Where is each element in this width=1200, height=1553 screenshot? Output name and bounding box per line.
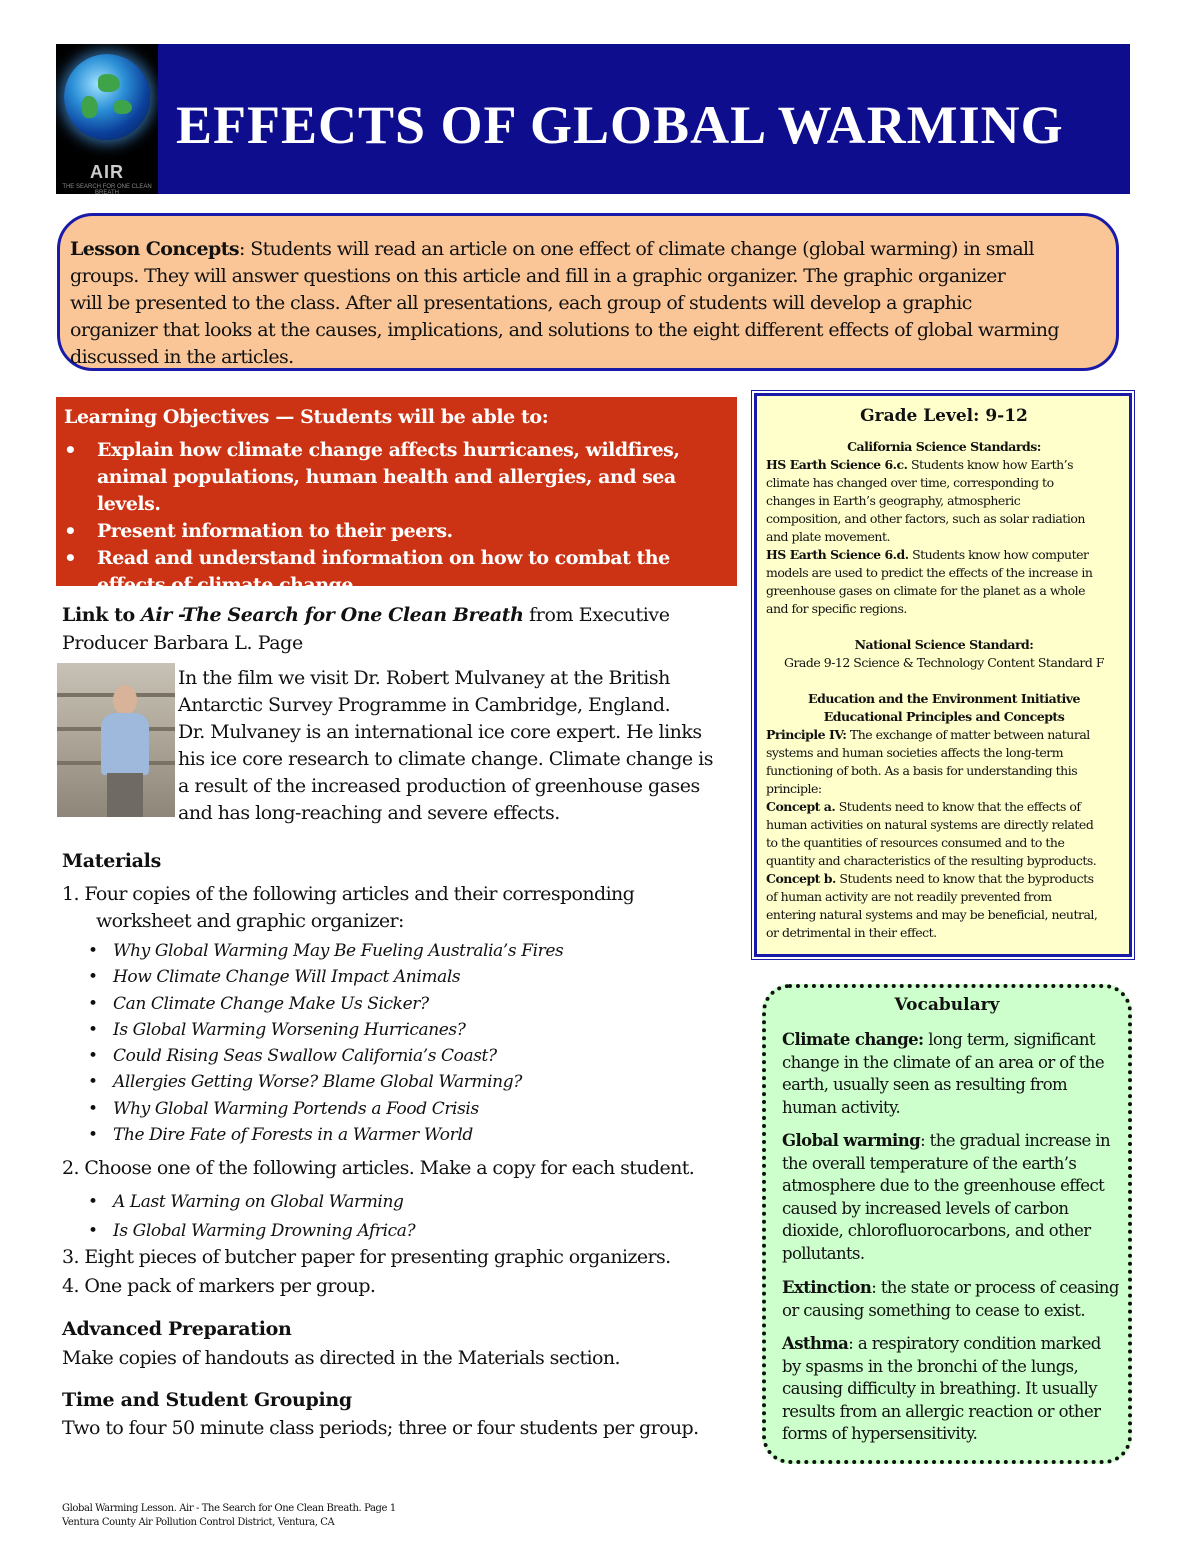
materials-item-4: 4. One pack of markers per group.: [62, 1275, 376, 1297]
header-banner: [56, 44, 1130, 194]
lesson-concepts-line: : Students will read an article on one effect of climate change (global warming) in small: [238, 238, 1035, 260]
principle-label: Principle IV:: [766, 727, 847, 742]
article-item: • How Climate Change Will Impact Animals: [88, 964, 563, 990]
vocab-line: pollutants.: [782, 1243, 865, 1263]
article-item: • Is Global Warming Drowning Africa?: [88, 1218, 415, 1244]
standards-line: quantity and characteristics of the resulting byproducts.: [766, 853, 1097, 868]
ca-standards-title: California Science Standards:: [847, 439, 1041, 454]
logo-subtext: THE SEARCH FOR ONE CLEAN BREATH: [62, 184, 152, 194]
lesson-concepts-line: will be presented to the class. After all presentations, each group of students will develop a graphic: [70, 292, 972, 314]
eei-subtitle: Educational Principles and Concepts: [823, 709, 1065, 724]
standards-line: Students need to know that the byproducts: [835, 871, 1094, 886]
vocab-entry-climate-change: [782, 1029, 1122, 1119]
standards-line: entering natural systems and may be beneficial, neutral,: [766, 907, 1098, 922]
materials-item-1: 1. Four copies of the following articles and their corresponding: [62, 883, 635, 905]
film-description: [178, 665, 738, 827]
standards-line: models are used to predict the effects of the increase in: [766, 565, 1093, 580]
article-item: • The Dire Fate of Forests in a Warmer World: [88, 1122, 563, 1148]
vocab-line: forms of hypersensitivity.: [782, 1424, 978, 1443]
vocab-term: Asthma: [782, 1334, 849, 1353]
link-prefix: Link to: [62, 604, 142, 626]
eei-title: Education and the Environment Initiative: [808, 691, 1080, 706]
film-title: Air -The Search for One Clean Breath: [141, 604, 524, 626]
film-text-line: a result of the increased production of greenhouse gases: [178, 775, 700, 797]
vocab-line: causing difficulty in breathing. It usually: [782, 1379, 1097, 1398]
concept-b-label: Concept b.: [766, 871, 836, 886]
materials-item-1-cont: worksheet and graphic organizer:: [96, 910, 404, 932]
film-text-line: his ice core research to climate change. Climate change is: [178, 748, 713, 770]
standards-line: and plate movement.: [766, 529, 890, 544]
producer-line: Producer Barbara L. Page: [62, 632, 303, 654]
article-item: • Is Global Warming Worsening Hurricanes?: [88, 1017, 563, 1043]
standards-line: The exchange of matter between natural: [846, 727, 1090, 742]
standards-line: and for specific regions.: [766, 601, 907, 616]
standards-line: Students know how computer: [908, 547, 1089, 562]
lesson-concepts-line: groups. They will answer questions on this article and fill in a graphic organizer. The graphic organizer: [70, 265, 1006, 287]
globe-icon: [64, 54, 150, 140]
vocab-term: Global warming: [782, 1131, 921, 1150]
article-item: • Why Global Warming May Be Fueling Australia’s Fires: [88, 938, 563, 964]
standards-line: or detrimental in their effect.: [766, 925, 937, 940]
materials-item-2: 2. Choose one of the following articles. Make a copy for each student.: [62, 1157, 695, 1179]
standards-line: greenhouse gases on climate for the planet as a whole: [766, 583, 1086, 598]
objective-item: • Present information to their peers.: [62, 518, 732, 545]
vocab-line: by spasms in the bronchi of the lungs,: [782, 1356, 1079, 1376]
vocab-entry-extinction: [782, 1277, 1122, 1322]
materials-item-3: 3. Eight pieces of butcher paper for presenting graphic organizers.: [62, 1246, 671, 1268]
film-text-line: In the film we visit Dr. Robert Mulvaney at the British: [178, 667, 670, 689]
standards-line: principle:: [766, 781, 822, 796]
hs6d-label: HS Earth Science 6.d.: [766, 547, 909, 562]
vocab-line: or causing something to cease to exist.: [782, 1300, 1085, 1320]
mulvaney-photo: [57, 663, 175, 817]
lesson-concepts-line: discussed in the articles.: [70, 346, 294, 368]
vocab-entry-global-warming: [782, 1130, 1122, 1265]
objectives-list: [62, 437, 732, 599]
objectives-title: Learning Objectives — Students will be able to:: [64, 406, 549, 428]
standards-line: of human activity are not readily prevented from: [766, 889, 1052, 904]
advanced-prep-text: Make copies of handouts as directed in the Materials section.: [62, 1347, 620, 1369]
vocab-term: Climate change:: [782, 1030, 924, 1049]
film-text-line: and has long-reaching and severe effects.: [178, 802, 560, 824]
articles-list-2: [88, 1189, 415, 1244]
vocab-line: change in the climate of an area or of the: [782, 1052, 1104, 1072]
standards-line: systems and human societies affects the long-term: [766, 745, 1064, 760]
grade-level: Grade Level: 9-12: [860, 406, 1028, 426]
logo-text: AIR: [90, 162, 124, 182]
standards-line: composition, and other factors, such as solar radiation: [766, 511, 1085, 526]
article-item: • A Last Warning on Global Warming: [88, 1189, 415, 1218]
film-text-line: Dr. Mulvaney is an international ice core expert. He links: [178, 721, 702, 743]
concept-a-label: Concept a.: [766, 799, 836, 814]
time-grouping-text: Two to four 50 minute class periods; three or four students per group.: [62, 1417, 699, 1439]
link-suffix: from Executive: [523, 604, 670, 626]
vocab-line: the overall temperature of the earth’s: [782, 1153, 1077, 1173]
page-title: EFFECTS OF GLOBAL WARMING: [176, 95, 1064, 155]
time-grouping-heading: Time and Student Grouping: [62, 1389, 352, 1411]
vocab-line: earth, usually seen as resulting from: [782, 1075, 1068, 1094]
learning-objectives-box: [56, 397, 737, 596]
standards-text: [766, 438, 1122, 942]
objective-item: • Read and understand information on how to combat the effects of climate change.: [62, 545, 707, 599]
vocabulary-title: Vocabulary: [894, 995, 1000, 1015]
vocab-entry-asthma: [782, 1333, 1122, 1446]
footer-line-1: Global Warming Lesson. Air - The Search for One Clean Breath. Page 1: [62, 1503, 396, 1514]
lesson-concepts-label: Lesson Concepts: [70, 238, 239, 260]
article-item: • Allergies Getting Worse? Blame Global Warming?: [88, 1069, 563, 1095]
national-standard-text: Grade 9-12 Science & Technology Content Standard F: [783, 655, 1105, 670]
vocab-line: human activity.: [782, 1097, 901, 1117]
standards-line: Students know how Earth’s: [907, 457, 1074, 472]
lesson-concepts-text: [70, 236, 1110, 371]
standards-line: functioning of both. As a basis for understanding this: [766, 763, 1078, 778]
article-item: • Can Climate Change Make Us Sicker?: [88, 991, 563, 1017]
materials-heading: Materials: [62, 850, 161, 872]
vocab-line: caused by increased levels of carbon: [782, 1198, 1069, 1218]
advanced-prep-heading: Advanced Preparation: [62, 1318, 292, 1340]
vocab-line: results from an allergic reaction or other: [782, 1401, 1101, 1421]
footer-line-2: Ventura County Air Pollution Control District, Ventura, CA: [62, 1517, 335, 1528]
standards-line: human activities on natural systems are directly related: [766, 817, 1094, 832]
air-logo: [56, 44, 158, 194]
objective-item: • Explain how climate change affects hurricanes, wildfires, animal populations, human health and allergies, and sea levels.: [62, 437, 697, 518]
article-item: • Why Global Warming Portends a Food Crisis: [88, 1096, 563, 1122]
hs6c-label: HS Earth Science 6.c.: [766, 457, 908, 472]
standards-line: to the quantities of resources consumed and to the: [766, 835, 1065, 850]
national-standard-title: National Science Standard:: [854, 637, 1034, 652]
standards-line: Students need to know that the effects of: [835, 799, 1081, 814]
article-item: • Could Rising Seas Swallow California’s Coast?: [88, 1043, 563, 1069]
film-link-heading: [62, 601, 742, 657]
lesson-concepts-line: organizer that looks at the causes, implications, and solutions to the eight different effects of global warming: [70, 319, 1059, 341]
vocab-line: dioxide, chlorofluorocarbons, and other: [782, 1221, 1091, 1240]
standards-line: changes in Earth’s geography, atmospheric: [766, 493, 1021, 508]
vocab-line: : the gradual increase in: [920, 1131, 1110, 1150]
vocab-line: : the state or process of ceasing: [871, 1278, 1119, 1297]
film-text-line: Antarctic Survey Programme in Cambridge, England.: [178, 694, 671, 716]
vocab-line: : a respiratory condition marked: [848, 1334, 1101, 1353]
standards-line: climate has changed over time, corresponding to: [766, 475, 1054, 490]
articles-list: [88, 938, 563, 1148]
vocab-line: atmosphere due to the greenhouse effect: [782, 1176, 1105, 1195]
vocab-line: long term, significant: [923, 1030, 1095, 1049]
vocab-term: Extinction: [782, 1278, 872, 1297]
